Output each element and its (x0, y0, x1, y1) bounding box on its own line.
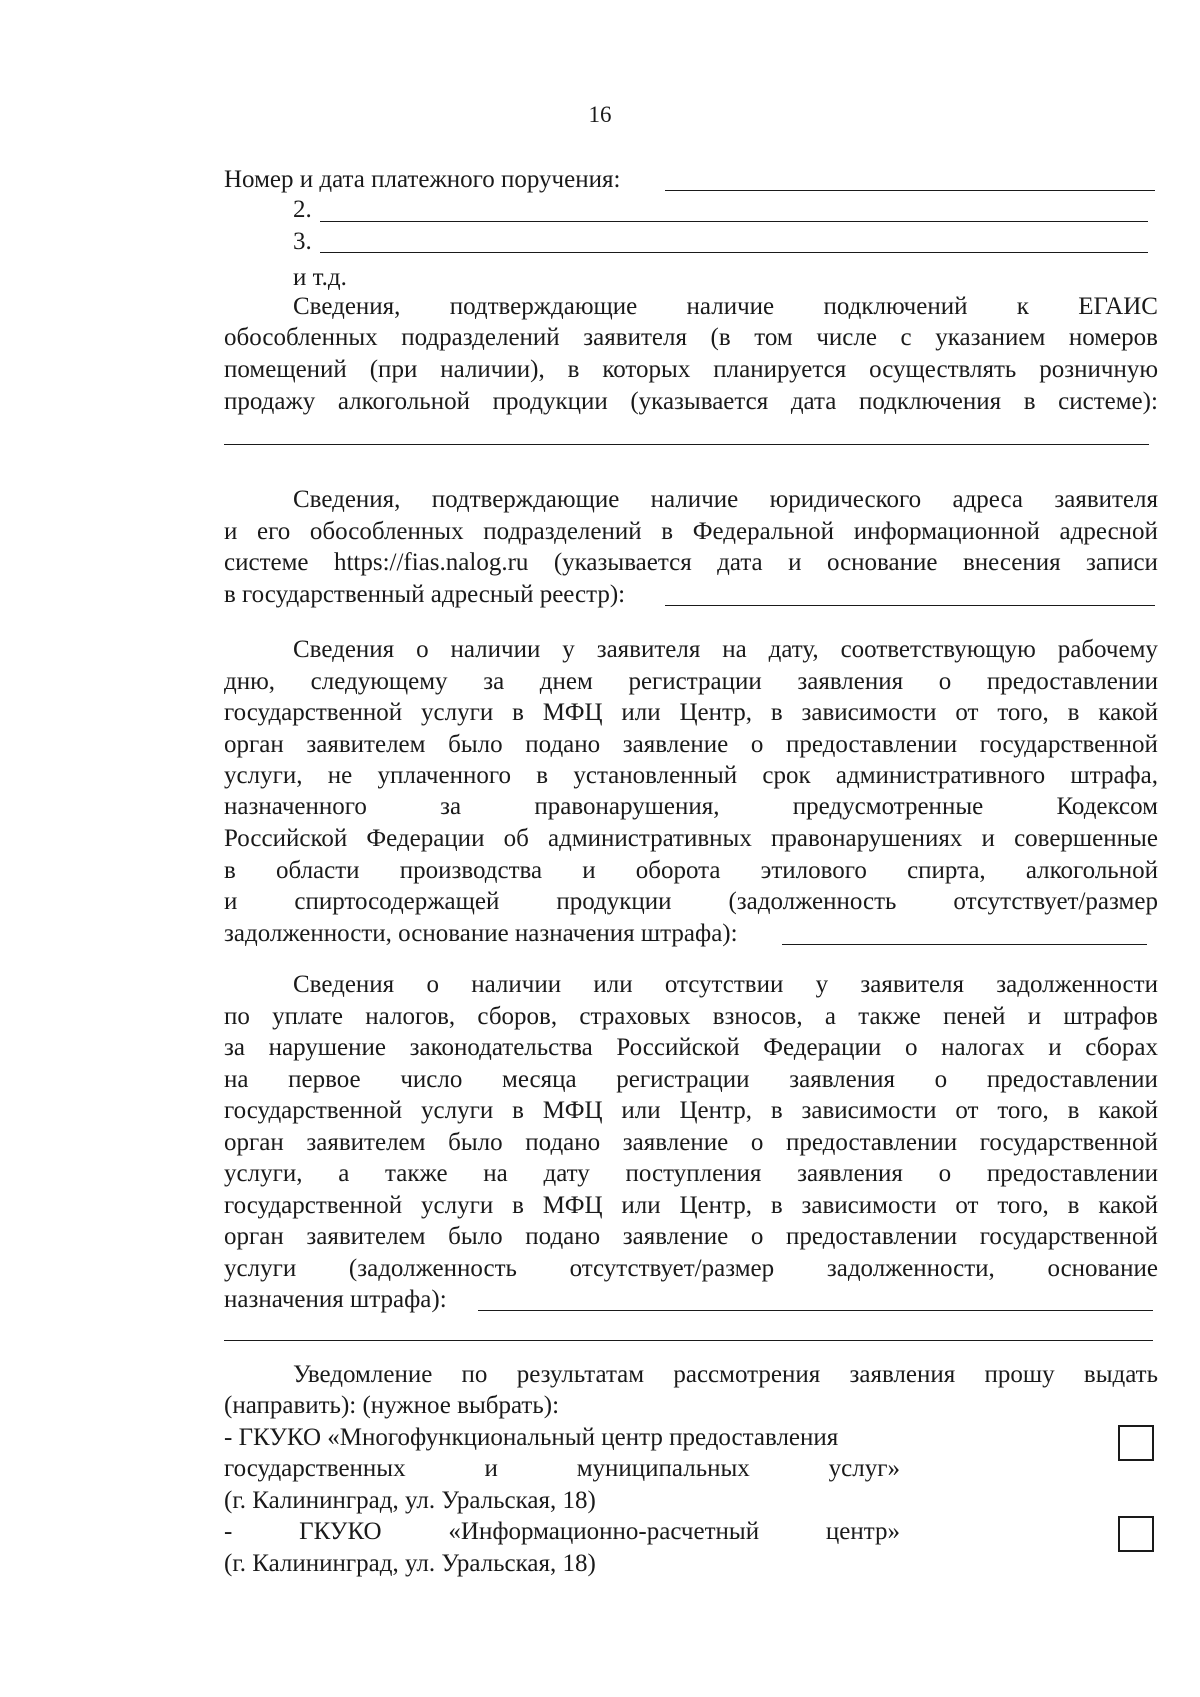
word: наличии (471, 971, 562, 998)
word: о (904, 1034, 918, 1061)
word: срок (762, 762, 811, 789)
word: о (934, 1066, 948, 1093)
word: рабочему (1057, 636, 1158, 663)
word: задолженности, (826, 1255, 995, 1282)
word: и (981, 825, 995, 852)
word: следующему (310, 668, 448, 695)
word: и (484, 1455, 498, 1482)
word: подключений (823, 293, 968, 320)
word: (в (710, 324, 731, 351)
word: по (461, 1361, 488, 1388)
fines-blank[interactable] (782, 944, 1147, 945)
word: системе (224, 549, 309, 576)
word: по (224, 1003, 250, 1030)
word: услуги (421, 1097, 494, 1124)
word: заявителем (306, 731, 426, 758)
word: заявление (622, 731, 729, 758)
word: Центр, (679, 699, 752, 726)
word: рассмотрения (673, 1361, 821, 1388)
word: (задолженность (348, 1255, 517, 1282)
taxes-line-8 (224, 1190, 1158, 1221)
word: отсутствует/размер (569, 1255, 775, 1282)
word: о (938, 668, 952, 695)
word: с (900, 324, 912, 351)
word: предоставлении (785, 1223, 958, 1250)
word: предусмотренные (792, 793, 984, 820)
word: заявления (789, 1066, 895, 1093)
option-mfc-address: (г. Калининград, ул. Уральская, 18) (224, 1487, 596, 1514)
word: информационной (853, 518, 1040, 545)
word: дату, (768, 636, 819, 663)
page-number: 16 (588, 102, 612, 127)
word: орган (224, 1223, 284, 1250)
word: МФЦ (542, 1192, 603, 1219)
word: услуги, (224, 1160, 303, 1187)
word: обособленных (224, 324, 378, 351)
word: задолженности (996, 971, 1158, 998)
word: сборах (1085, 1034, 1158, 1061)
word: в (661, 518, 674, 545)
word: также (385, 1160, 448, 1187)
fines-line-9 (224, 886, 1158, 917)
word: Центр, (679, 1192, 752, 1219)
word: орган (224, 731, 284, 758)
word: услуги, (224, 762, 303, 789)
word: административных (548, 825, 752, 852)
payment-order-blank[interactable] (665, 190, 1155, 191)
word: заявителем (306, 1129, 426, 1156)
word: подразделений (483, 518, 642, 545)
taxes-last-line: назначения штрафа): (224, 1286, 447, 1313)
word: услуги (421, 1192, 494, 1219)
word: юридического (769, 486, 922, 513)
word: (при (369, 356, 418, 383)
word: системе): (1058, 388, 1158, 415)
word: подано (525, 731, 601, 758)
word: области (275, 857, 360, 884)
fias-line-3 (224, 547, 1158, 578)
word: продажу (224, 388, 316, 415)
option-mfc-line-1: - ГКУКО «Многофункциональный центр предоставления (224, 1424, 839, 1451)
word: уплате (272, 1003, 343, 1030)
word: заявителя (583, 324, 687, 351)
word: какой (1098, 1192, 1158, 1219)
word: номеров (1068, 324, 1158, 351)
word: Сведения (293, 636, 395, 663)
option-irc-checkbox[interactable] (1118, 1516, 1154, 1552)
word: о (416, 636, 429, 663)
word: пеней (943, 1003, 1006, 1030)
word: продукции (556, 888, 672, 915)
word: продукции (492, 388, 608, 415)
word: в (512, 699, 524, 726)
word: нарушение (268, 1034, 386, 1061)
word: днем (539, 668, 593, 695)
word: (задолженность (728, 888, 897, 915)
word: отсутствует/размер (953, 888, 1158, 915)
payment-order-etc: и т.д. (293, 264, 347, 291)
word: предоставлении (785, 731, 958, 758)
word: в (1067, 699, 1080, 726)
word: налогов, (365, 1003, 456, 1030)
word: заявления (797, 1160, 903, 1187)
word: Сведения, (293, 293, 401, 320)
word: государственной (979, 731, 1158, 758)
word: производства (399, 857, 543, 884)
word: Сведения (293, 971, 395, 998)
word: планируется (713, 356, 847, 383)
notification-line-2: (направить): (нужное выбрать): (224, 1392, 560, 1419)
taxes-line-6 (224, 1127, 1158, 1158)
word: этилового (760, 857, 867, 884)
word: о (426, 971, 439, 998)
taxes-line-10 (224, 1253, 1158, 1284)
word: и (224, 518, 238, 545)
word: выдать (1083, 1361, 1158, 1388)
fines-line-7 (224, 823, 1158, 854)
word: того, (997, 699, 1049, 726)
word: о (750, 1129, 764, 1156)
word: штрафа, (1070, 762, 1158, 789)
egais-line-3 (224, 354, 1158, 385)
word: в (224, 857, 236, 884)
fines-line-6 (224, 791, 1158, 822)
word: какой (1098, 699, 1158, 726)
word: взносов, (712, 1003, 803, 1030)
word: Российской (224, 825, 348, 852)
word: за (224, 1034, 245, 1061)
word: прошу (984, 1361, 1055, 1388)
egais-line-4 (224, 386, 1158, 417)
word: на (483, 1160, 508, 1187)
word: предоставлении (986, 668, 1158, 695)
taxes-line-3 (224, 1032, 1158, 1063)
word: сборов, (477, 1003, 558, 1030)
word: - (224, 1518, 233, 1545)
word: какой (1098, 1097, 1158, 1124)
word: МФЦ (542, 699, 603, 726)
word: (указывается (630, 388, 769, 415)
word: месяца (502, 1066, 577, 1093)
fines-last-line: задолженности, основание назначения штрафа): (224, 920, 738, 947)
word: Уведомление (293, 1361, 433, 1388)
word: первое (288, 1066, 361, 1093)
word: его (257, 518, 291, 545)
word: заявление (622, 1223, 729, 1250)
word: совершенные (1014, 825, 1158, 852)
word: страховых (579, 1003, 691, 1030)
word: административного (835, 762, 1046, 789)
word: у (815, 971, 829, 998)
payment-order-item-3: 3. (293, 228, 312, 255)
word: «Информационно-расчетный (448, 1518, 760, 1545)
word: https://fias.nalog.ru (333, 549, 529, 576)
taxes-line-5 (224, 1095, 1158, 1126)
word: число (400, 1066, 463, 1093)
word: алкогольной (1025, 857, 1158, 884)
word: зависимости (801, 1192, 937, 1219)
word: которых (602, 356, 691, 383)
word: и (582, 857, 596, 884)
word: того, (997, 1097, 1049, 1124)
word: отсутствии (664, 971, 784, 998)
word: обособленных (309, 518, 464, 545)
payment-order-item-3-blank[interactable] (320, 252, 1148, 253)
word: налогах (941, 1034, 1025, 1061)
word: государственной (979, 1223, 1158, 1250)
word: и (224, 888, 238, 915)
word: заявителем (306, 1223, 426, 1250)
egais-line-1 (293, 291, 1158, 322)
word: в (1067, 1097, 1080, 1124)
word: государственной (224, 1192, 403, 1219)
word: муниципальных (576, 1455, 750, 1482)
word: правонарушениях (771, 825, 963, 852)
word: о (750, 731, 764, 758)
taxes-line-7 (224, 1158, 1158, 1189)
word: центр» (825, 1518, 900, 1545)
word: также (858, 1003, 921, 1030)
taxes-blank-1[interactable] (478, 1310, 1153, 1311)
payment-order-item-2: 2. (293, 196, 312, 223)
word: на (224, 1066, 249, 1093)
option-irc-line-1 (224, 1516, 900, 1547)
word: установленный (573, 762, 738, 789)
fines-line-8 (224, 855, 1158, 886)
word: услуги (421, 699, 494, 726)
word: записи (1086, 549, 1158, 576)
word: в (1067, 1192, 1080, 1219)
payment-order-label: Номер и дата платежного поручения: (224, 166, 621, 193)
word: от (955, 1192, 979, 1219)
word: подразделений (401, 324, 560, 351)
word: назначенного (224, 793, 367, 820)
word: спирта, (907, 857, 986, 884)
word: соответствующую (840, 636, 1036, 663)
notification-line-1 (293, 1359, 1158, 1390)
word: наличие (686, 293, 775, 320)
word: в (770, 1192, 783, 1219)
word: правонарушения, (534, 793, 720, 820)
word: зависимости (801, 1097, 937, 1124)
word: регистрации (628, 668, 762, 695)
option-mfc-line-2 (224, 1453, 900, 1484)
word: Федерации (763, 1034, 882, 1061)
word: основание (826, 549, 938, 576)
word: за (440, 793, 462, 820)
word: спиртосодержащей (294, 888, 500, 915)
word: в (770, 699, 783, 726)
word: адресной (1059, 518, 1158, 545)
fias-blank[interactable] (665, 605, 1155, 606)
word: об (503, 825, 529, 852)
word: дню, (224, 668, 276, 695)
word: заявления (849, 1361, 956, 1388)
taxes-blank-2[interactable] (224, 1340, 1153, 1341)
fines-line-5 (224, 760, 1158, 791)
word: наличии), (440, 356, 545, 383)
word: осуществлять (869, 356, 1017, 383)
word: основание (1047, 1255, 1158, 1282)
word: за (483, 668, 505, 695)
word: Сведения, (293, 486, 401, 513)
word: в (512, 1192, 524, 1219)
word: или (621, 1192, 661, 1219)
word: предоставлении (986, 1160, 1158, 1187)
word: государственных (224, 1455, 406, 1482)
word: и (1027, 1003, 1042, 1030)
word: подтверждающие (449, 293, 638, 320)
word: было (448, 1223, 503, 1250)
word: (указывается (553, 549, 692, 576)
word: не (327, 762, 353, 789)
word: услуги (224, 1255, 297, 1282)
word: внесения (962, 549, 1061, 576)
word: подано (525, 1129, 601, 1156)
word: в (567, 356, 580, 383)
word: адреса (952, 486, 1024, 513)
word: о (750, 1223, 764, 1250)
word: регистрации (616, 1066, 750, 1093)
word: законодательства (409, 1034, 593, 1061)
option-irc-address: (г. Калининград, ул. Уральская, 18) (224, 1550, 596, 1577)
word: о (938, 1160, 952, 1187)
word: дата (790, 388, 837, 415)
word: а (338, 1160, 350, 1187)
taxes-line-2 (224, 1001, 1158, 1032)
word: на (722, 636, 747, 663)
word: от (955, 699, 979, 726)
fines-line-3 (224, 697, 1158, 728)
word: было (448, 731, 503, 758)
word: Федеральной (692, 518, 835, 545)
word: указанием (935, 324, 1046, 351)
word: дату (543, 1160, 590, 1187)
word: государственной (224, 699, 403, 726)
word: ГКУКО (299, 1518, 382, 1545)
word: заявителя (596, 636, 701, 663)
word: или (621, 1097, 661, 1124)
word: заявление (622, 1129, 729, 1156)
word: предоставлении (785, 1129, 958, 1156)
fias-line-1 (293, 484, 1158, 515)
word: Центр, (679, 1097, 752, 1124)
word: оборота (635, 857, 721, 884)
word: в (512, 1097, 524, 1124)
word: в (536, 762, 549, 789)
egais-line-2 (224, 322, 1158, 353)
word: помещений (224, 356, 347, 383)
word: в (1023, 388, 1036, 415)
word: заявления (797, 668, 904, 695)
fines-line-4 (224, 729, 1158, 760)
word: и (788, 549, 802, 576)
word: розничную (1039, 356, 1158, 383)
egais-blank[interactable] (224, 444, 1149, 445)
word: или (621, 699, 661, 726)
word: наличие (650, 486, 739, 513)
word: от (955, 1097, 979, 1124)
word: наличии (450, 636, 541, 663)
word: Российской (616, 1034, 740, 1061)
word: МФЦ (542, 1097, 603, 1124)
payment-order-item-2-blank[interactable] (320, 221, 1148, 222)
word: зависимости (801, 699, 937, 726)
fias-last-line: в государственный адресный реестр): (224, 581, 626, 608)
word: подтверждающие (431, 486, 620, 513)
word: заявителя (1054, 486, 1158, 513)
word: уплаченного (377, 762, 511, 789)
word: а (824, 1003, 836, 1030)
word: поступления (625, 1160, 762, 1187)
option-mfc-checkbox[interactable] (1118, 1425, 1154, 1461)
word: услуг» (828, 1455, 900, 1482)
word: предоставлении (986, 1066, 1158, 1093)
word: алкогольной (337, 388, 470, 415)
word: ЕГАИС (1078, 293, 1158, 320)
word: у (562, 636, 575, 663)
word: к (1016, 293, 1029, 320)
word: Кодексом (1056, 793, 1158, 820)
word: числе (816, 324, 877, 351)
fias-line-2 (224, 516, 1158, 547)
word: государственной (224, 1097, 403, 1124)
word: штрафов (1063, 1003, 1158, 1030)
word: заявителя (860, 971, 965, 998)
word: в (770, 1097, 783, 1124)
taxes-line-1 (293, 969, 1158, 1000)
word: Федерации (366, 825, 485, 852)
word: было (448, 1129, 503, 1156)
word: подключения (858, 388, 1002, 415)
word: результатам (516, 1361, 645, 1388)
word: орган (224, 1129, 284, 1156)
word: государственной (979, 1129, 1158, 1156)
taxes-line-9 (224, 1221, 1158, 1252)
word: того, (997, 1192, 1049, 1219)
word: том (754, 324, 793, 351)
fines-line-2 (224, 666, 1158, 697)
word: подано (525, 1223, 601, 1250)
word: дата (717, 549, 763, 576)
word: или (593, 971, 633, 998)
taxes-line-4 (224, 1064, 1158, 1095)
word: и (1048, 1034, 1062, 1061)
fines-line-1 (293, 634, 1158, 665)
